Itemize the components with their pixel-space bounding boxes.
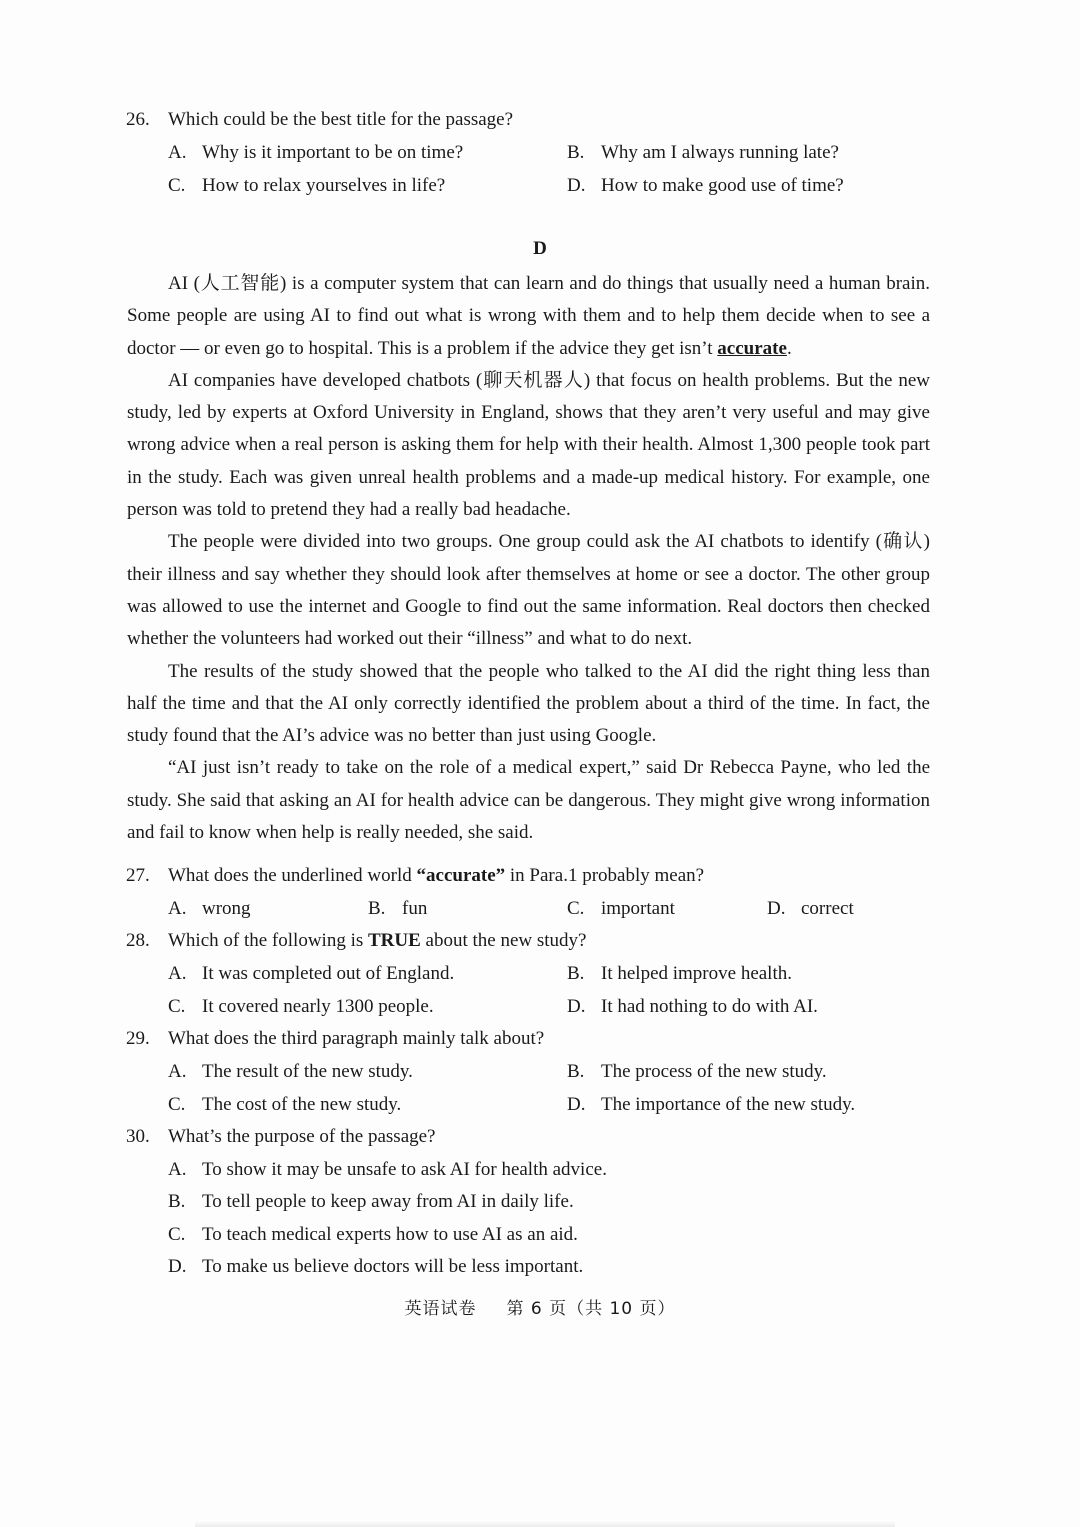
question-stem: What does the third paragraph mainly talk about?	[168, 1028, 545, 1049]
q29-option-d: D. The importance of the new study.	[567, 1094, 856, 1115]
question-number: 28.	[126, 930, 150, 951]
q30-option-c: C. To teach medical experts how to use AI as an aid.	[168, 1224, 578, 1245]
underlined-word: accurate	[717, 337, 787, 359]
paragraph-2: AI companies have developed chatbots (聊天机器人) that focus on health problems. But the new study, led by experts at Oxford University in England, shows that they aren’t very useful and may give wrong advice when a real person is asking them for help with their health. Almost 1,300 people took part in the study. Each was given unreal health problems and a made-up medical history. For example, one person was told to pretend they had a really bad headache.	[127, 369, 930, 521]
q28-option-d: D. It had nothing to do with AI.	[567, 996, 818, 1017]
q26-option-c: C. How to relax yourselves in life?	[168, 175, 446, 196]
paragraph-3: The people were divided into two groups. One group could ask the AI chatbots to identify (确认) their illness and say whether they should look after themselves at home or see a doctor. The other group was allowed to use the internet and Google to find out the same information. Real doctors then checked whether the volunteers had worked out their “illness” and what to do next.	[127, 531, 930, 650]
question-27: 27. What does the underlined world “accurate” in Para.1 probably mean?	[126, 865, 705, 886]
q26-option-d: D. How to make good use of time?	[567, 175, 844, 196]
question-number: 26.	[126, 109, 150, 130]
q27-option-a: A. wrong	[168, 898, 251, 919]
question-29	[126, 1027, 544, 1051]
q26-option-b: B. Why am I always running late?	[567, 142, 839, 163]
q30-option-a: A. To show it may be unsafe to ask AI for health advice.	[168, 1159, 607, 1180]
q29-option-a: A. The result of the new study.	[168, 1061, 413, 1082]
q28-option-b: B. It helped improve health.	[567, 963, 792, 984]
q27-option-d: D. correct	[767, 898, 854, 919]
paragraph-1: AI (人工智能) is a computer system that can learn and do things that usually need a human brain. Some people are using AI to find out what is wrong with them and to help them decide when to see a doctor — or even go to hospital. This is a problem if the advice they get isn’t accurate.	[127, 273, 930, 359]
q30-option-d: D. To make us believe doctors will be less important.	[168, 1256, 584, 1277]
question-number: 30.	[126, 1126, 150, 1147]
question-26	[126, 108, 513, 132]
q29-option-c: C. The cost of the new study.	[168, 1094, 402, 1115]
question-30	[126, 1125, 436, 1149]
footer-subject: 英语试卷	[404, 1299, 477, 1319]
q28-option-a: A. It was completed out of England.	[168, 963, 455, 984]
footer-page-number: 第 6 页（共 10 页）	[506, 1299, 676, 1319]
question-number: 29.	[126, 1028, 150, 1049]
q28-option-c: C. It covered nearly 1300 people.	[168, 996, 434, 1017]
q27-option-b: B. fun	[368, 898, 428, 919]
question-28: 28. Which of the following is TRUE about the new study?	[126, 930, 587, 951]
section-title: D	[533, 238, 547, 259]
paragraph-5: “AI just isn’t ready to take on the role of a medical expert,” said Dr Rebecca Payne, who led the study. She said that asking an AI for health advice can be dangerous. They might give wrong information and fail to know when help is really needed, she said.	[127, 757, 930, 844]
q29-option-b: B. The process of the new study.	[567, 1061, 827, 1082]
q26-option-a: A. Why is it important to be on time?	[168, 142, 464, 163]
q27-option-c: C. important	[567, 898, 675, 919]
question-stem: What’s the purpose of the passage?	[168, 1126, 436, 1147]
page-footer	[0, 1294, 1080, 1319]
scan-edge-shadow	[195, 1520, 895, 1527]
paragraph-4: The results of the study showed that the people who talked to the AI did the right thing less than half the time and that the AI only correctly identified the problem about a third of the time. In fact, the study found that the AI’s advice was no better than just using Google.	[127, 660, 930, 747]
reading-passage	[127, 268, 930, 849]
question-stem: Which could be the best title for the passage?	[168, 109, 514, 130]
question-number: 27.	[126, 865, 150, 886]
q30-option-b: B. To tell people to keep away from AI in daily life.	[168, 1191, 574, 1212]
